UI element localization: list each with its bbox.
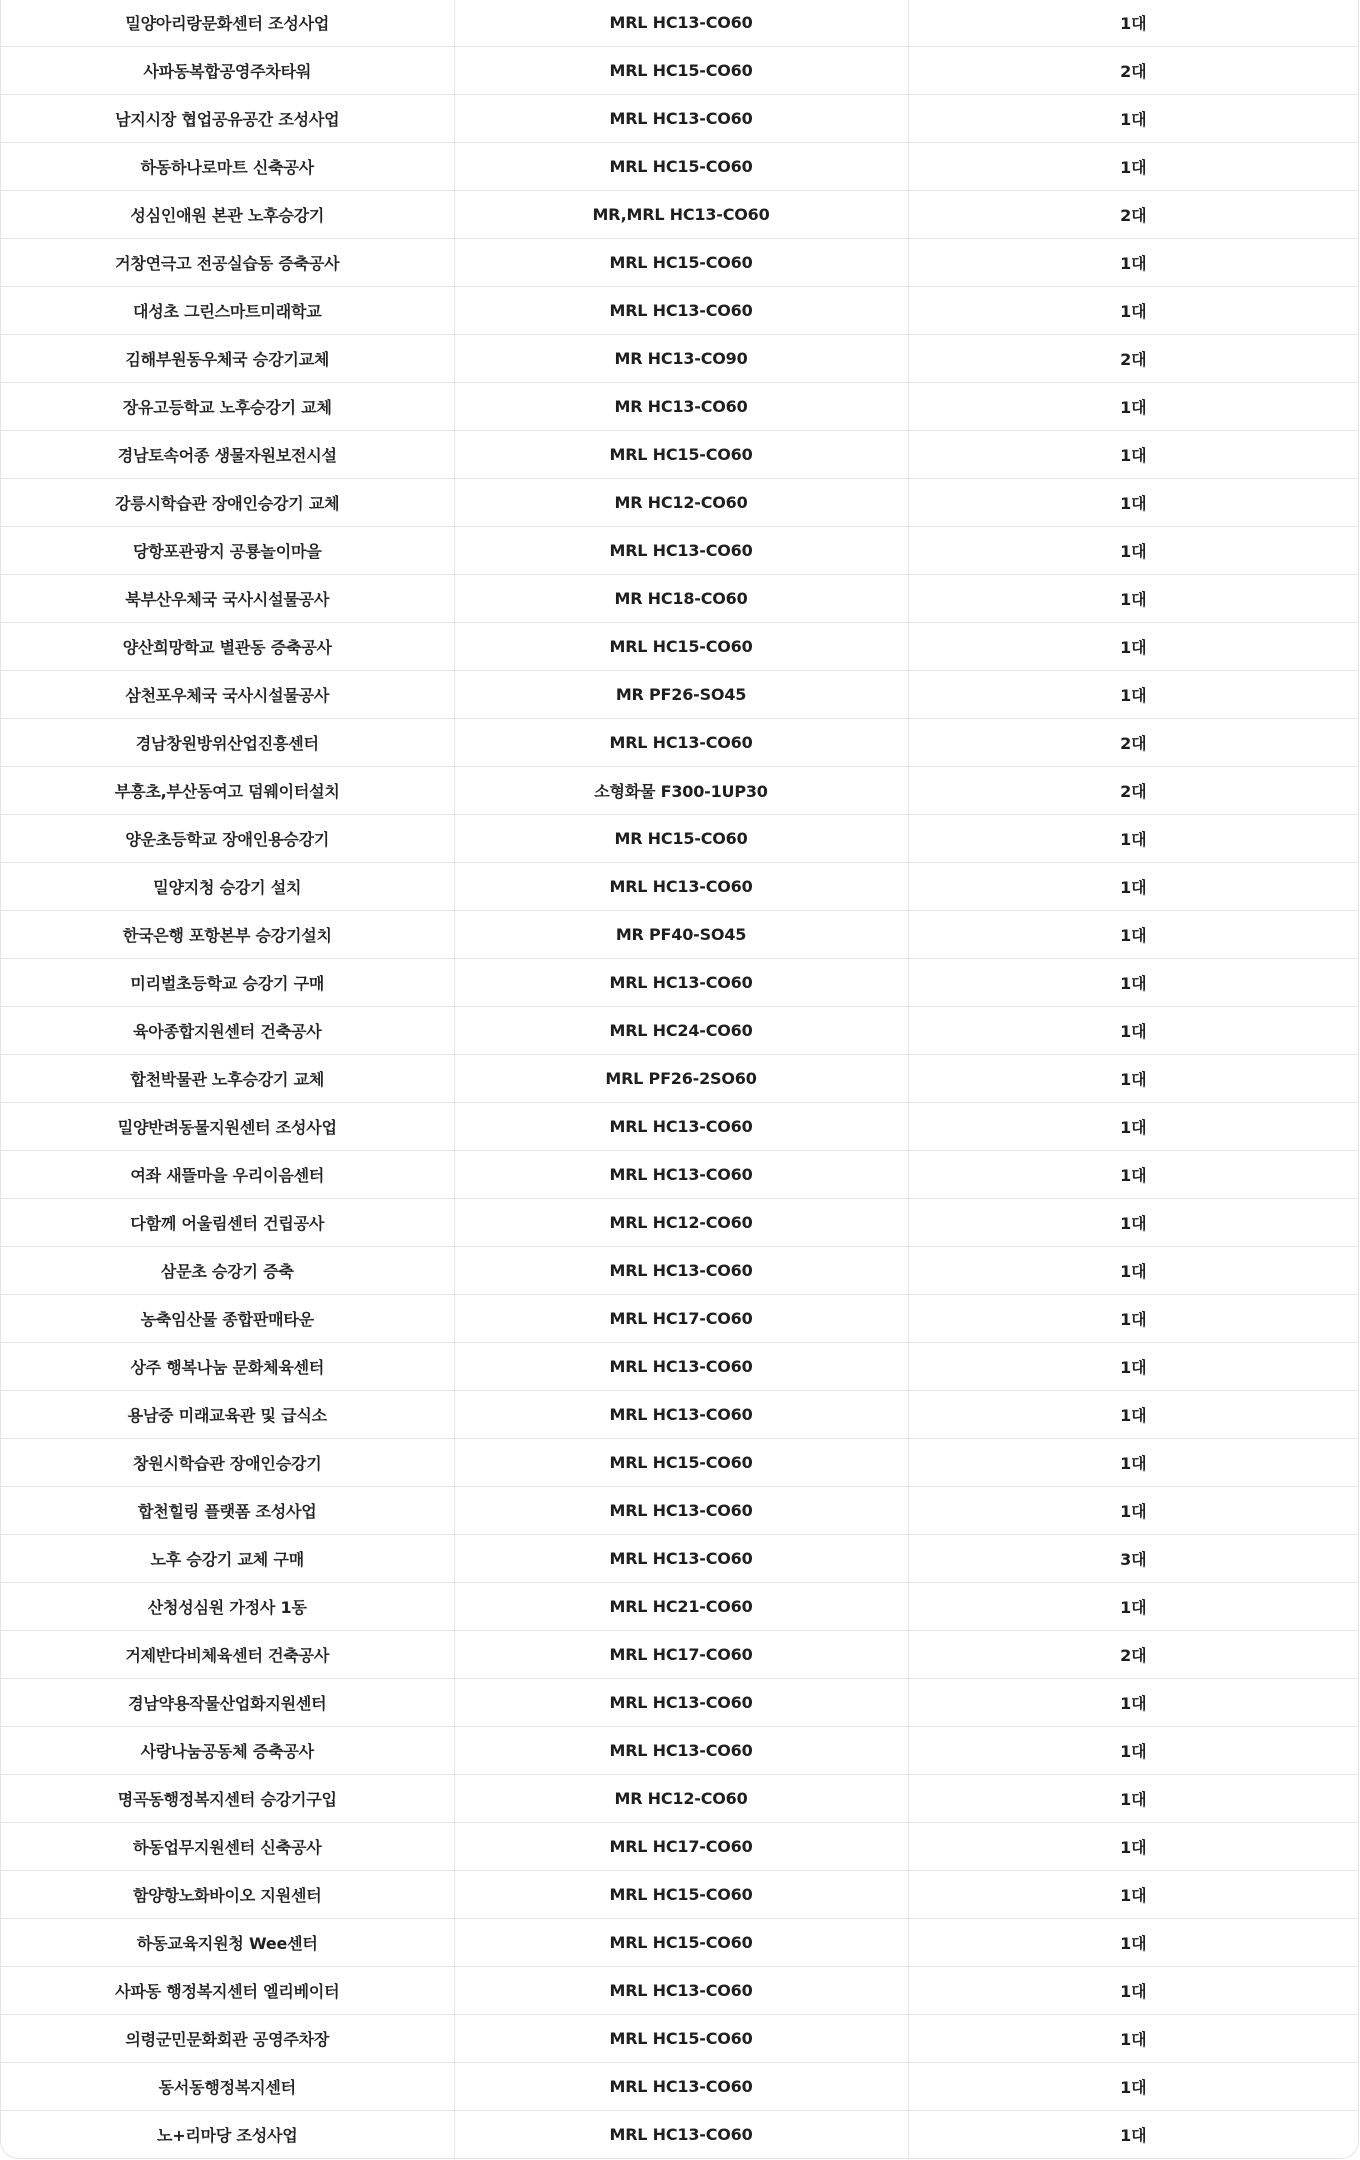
- quantity-cell: 2대: [908, 718, 1358, 766]
- model-cell: MRL HC13-CO60: [454, 1534, 908, 1582]
- quantity-cell: 1대: [908, 142, 1358, 190]
- quantity-cell: 2대: [908, 766, 1358, 814]
- model-cell: MRL HC17-CO60: [454, 1294, 908, 1342]
- project-name-cell: 남지시장 협업공유공간 조성사업: [1, 94, 454, 142]
- project-name-cell: 밀양반려동물지원센터 조성사업: [1, 1102, 454, 1150]
- records-table: [1, 0, 1358, 2158]
- model-cell: MRL HC13-CO60: [454, 718, 908, 766]
- model-cell: MRL HC17-CO60: [454, 1822, 908, 1870]
- quantity-cell: 1대: [908, 1822, 1358, 1870]
- project-name-cell: 노+리마당 조성사업: [1, 2110, 454, 2158]
- table-row: [1, 1582, 1358, 1630]
- model-cell: MRL HC15-CO60: [454, 238, 908, 286]
- project-name-cell: 부흥초,부산동여고 덤웨이터설치: [1, 766, 454, 814]
- quantity-cell: 2대: [908, 46, 1358, 94]
- quantity-cell: 1대: [908, 814, 1358, 862]
- model-cell: MR HC13-CO60: [454, 382, 908, 430]
- quantity-cell: 2대: [908, 334, 1358, 382]
- quantity-cell: 1대: [908, 1870, 1358, 1918]
- project-name-cell: 하동교육지원청 Wee센터: [1, 1918, 454, 1966]
- quantity-cell: 1대: [908, 1390, 1358, 1438]
- project-name-cell: 경남토속어종 생물자원보전시설: [1, 430, 454, 478]
- quantity-cell: 1대: [908, 1486, 1358, 1534]
- table-row: [1, 1150, 1358, 1198]
- project-name-cell: 밀양지청 승강기 설치: [1, 862, 454, 910]
- model-cell: MRL HC13-CO60: [454, 1390, 908, 1438]
- table-row: [1, 1294, 1358, 1342]
- model-cell: MR HC13-CO90: [454, 334, 908, 382]
- table-row: [1, 1198, 1358, 1246]
- quantity-cell: 1대: [908, 0, 1358, 46]
- table-row: [1, 142, 1358, 190]
- project-name-cell: 김해부원동우체국 승강기교체: [1, 334, 454, 382]
- table-row: [1, 1102, 1358, 1150]
- model-cell: MRL HC13-CO60: [454, 286, 908, 334]
- project-name-cell: 명곡동행정복지센터 승강기구입: [1, 1774, 454, 1822]
- project-name-cell: 여좌 새뜰마을 우리이음센터: [1, 1150, 454, 1198]
- table-row: [1, 1390, 1358, 1438]
- project-name-cell: 사파동복합공영주차타워: [1, 46, 454, 94]
- project-name-cell: 함양항노화바이오 지원센터: [1, 1870, 454, 1918]
- table-row: [1, 1870, 1358, 1918]
- project-name-cell: 거제반다비체육센터 건축공사: [1, 1630, 454, 1678]
- model-cell: MRL HC24-CO60: [454, 1006, 908, 1054]
- table-row: [1, 1486, 1358, 1534]
- model-cell: MRL HC13-CO60: [454, 1486, 908, 1534]
- table-row: [1, 190, 1358, 238]
- model-cell: MRL HC15-CO60: [454, 1870, 908, 1918]
- quantity-cell: 1대: [908, 958, 1358, 1006]
- table-row: [1, 718, 1358, 766]
- table-row: [1, 814, 1358, 862]
- model-cell: MRL HC21-CO60: [454, 1582, 908, 1630]
- quantity-cell: 1대: [908, 574, 1358, 622]
- project-name-cell: 경남창원방위산업진흥센터: [1, 718, 454, 766]
- table-row: [1, 1966, 1358, 2014]
- model-cell: MRL HC13-CO60: [454, 862, 908, 910]
- table-row: [1, 478, 1358, 526]
- table-row: [1, 238, 1358, 286]
- model-cell: MRL HC15-CO60: [454, 2014, 908, 2062]
- project-name-cell: 삼문초 승강기 증축: [1, 1246, 454, 1294]
- project-name-cell: 거창연극고 전공실습동 증축공사: [1, 238, 454, 286]
- quantity-cell: 1대: [908, 862, 1358, 910]
- quantity-cell: 1대: [908, 2062, 1358, 2110]
- project-name-cell: 합천박물관 노후승강기 교체: [1, 1054, 454, 1102]
- table-row: [1, 1918, 1358, 1966]
- model-cell: MRL HC12-CO60: [454, 1198, 908, 1246]
- quantity-cell: 1대: [908, 1246, 1358, 1294]
- table-row: [1, 1774, 1358, 1822]
- table-row: [1, 382, 1358, 430]
- quantity-cell: 3대: [908, 1534, 1358, 1582]
- model-cell: 소형화물 F300-1UP30: [454, 766, 908, 814]
- table-row: [1, 2014, 1358, 2062]
- project-name-cell: 당항포관광지 공룡놀이마을: [1, 526, 454, 574]
- model-cell: MRL HC13-CO60: [454, 1342, 908, 1390]
- model-cell: MRL HC15-CO60: [454, 142, 908, 190]
- model-cell: MRL HC15-CO60: [454, 622, 908, 670]
- table-row: [1, 1342, 1358, 1390]
- project-name-cell: 경남약용작물산업화지원센터: [1, 1678, 454, 1726]
- table-row: [1, 1534, 1358, 1582]
- project-name-cell: 합천힐링 플랫폼 조성사업: [1, 1486, 454, 1534]
- table-row: [1, 670, 1358, 718]
- table-row: [1, 862, 1358, 910]
- quantity-cell: 1대: [908, 526, 1358, 574]
- table-row: [1, 1822, 1358, 1870]
- table-row: [1, 1726, 1358, 1774]
- model-cell: MR HC18-CO60: [454, 574, 908, 622]
- project-name-cell: 양운초등학교 장애인용승강기: [1, 814, 454, 862]
- project-name-cell: 산청성심원 가정사 1동: [1, 1582, 454, 1630]
- table-row: [1, 1246, 1358, 1294]
- project-name-cell: 삼천포우체국 국사시설물공사: [1, 670, 454, 718]
- quantity-cell: 1대: [908, 1438, 1358, 1486]
- model-cell: MRL HC13-CO60: [454, 1678, 908, 1726]
- quantity-cell: 1대: [908, 1150, 1358, 1198]
- model-cell: MR HC15-CO60: [454, 814, 908, 862]
- quantity-cell: 2대: [908, 1630, 1358, 1678]
- quantity-cell: 1대: [908, 1198, 1358, 1246]
- project-name-cell: 상주 행복나눔 문화체육센터: [1, 1342, 454, 1390]
- model-cell: MRL HC13-CO60: [454, 526, 908, 574]
- project-name-cell: 강릉시학습관 장애인승강기 교체: [1, 478, 454, 526]
- quantity-cell: 1대: [908, 1678, 1358, 1726]
- model-cell: MRL HC15-CO60: [454, 1918, 908, 1966]
- quantity-cell: 1대: [908, 670, 1358, 718]
- model-cell: MRL HC13-CO60: [454, 1966, 908, 2014]
- quantity-cell: 1대: [908, 910, 1358, 958]
- model-cell: MRL HC13-CO60: [454, 94, 908, 142]
- model-cell: MRL HC13-CO60: [454, 2110, 908, 2158]
- table-row: [1, 574, 1358, 622]
- quantity-cell: 1대: [908, 478, 1358, 526]
- quantity-cell: 1대: [908, 1006, 1358, 1054]
- table-row: [1, 1438, 1358, 1486]
- quantity-cell: 1대: [908, 1102, 1358, 1150]
- quantity-cell: 1대: [908, 1774, 1358, 1822]
- table-row: [1, 286, 1358, 334]
- project-name-cell: 다함께 어울림센터 건립공사: [1, 1198, 454, 1246]
- table-row: [1, 1054, 1358, 1102]
- quantity-cell: 1대: [908, 1342, 1358, 1390]
- quantity-cell: 1대: [908, 238, 1358, 286]
- model-cell: MR PF26-SO45: [454, 670, 908, 718]
- quantity-cell: 1대: [908, 430, 1358, 478]
- project-name-cell: 하동업무지원센터 신축공사: [1, 1822, 454, 1870]
- project-name-cell: 양산희망학교 별관동 증축공사: [1, 622, 454, 670]
- table-row: [1, 622, 1358, 670]
- model-cell: MRL HC15-CO60: [454, 46, 908, 94]
- model-cell: MRL HC17-CO60: [454, 1630, 908, 1678]
- project-name-cell: 농축임산물 종합판매타운: [1, 1294, 454, 1342]
- quantity-cell: 1대: [908, 1054, 1358, 1102]
- quantity-cell: 1대: [908, 1726, 1358, 1774]
- model-cell: MRL HC15-CO60: [454, 430, 908, 478]
- project-name-cell: 미리벌초등학교 승강기 구매: [1, 958, 454, 1006]
- model-cell: MRL HC13-CO60: [454, 0, 908, 46]
- model-cell: MRL HC13-CO60: [454, 2062, 908, 2110]
- model-cell: MR HC12-CO60: [454, 1774, 908, 1822]
- project-name-cell: 육아종합지원센터 건축공사: [1, 1006, 454, 1054]
- model-cell: MRL HC13-CO60: [454, 1102, 908, 1150]
- project-name-cell: 창원시학습관 장애인승강기: [1, 1438, 454, 1486]
- model-cell: MRL HC13-CO60: [454, 1726, 908, 1774]
- table-row: [1, 46, 1358, 94]
- table-row: [1, 430, 1358, 478]
- quantity-cell: 1대: [908, 94, 1358, 142]
- project-name-cell: 노후 승강기 교체 구매: [1, 1534, 454, 1582]
- project-name-cell: 한국은행 포항본부 승강기설치: [1, 910, 454, 958]
- project-name-cell: 사파동 행정복지센터 엘리베이터: [1, 1966, 454, 2014]
- project-name-cell: 동서동행정복지센터: [1, 2062, 454, 2110]
- project-name-cell: 대성초 그린스마트미래학교: [1, 286, 454, 334]
- project-name-cell: 북부산우체국 국사시설물공사: [1, 574, 454, 622]
- table-row: [1, 958, 1358, 1006]
- project-name-cell: 장유고등학교 노후승강기 교체: [1, 382, 454, 430]
- table-row: [1, 1630, 1358, 1678]
- model-cell: MRL HC13-CO60: [454, 958, 908, 1006]
- project-name-cell: 하동하나로마트 신축공사: [1, 142, 454, 190]
- model-cell: MRL HC15-CO60: [454, 1438, 908, 1486]
- table-row: [1, 0, 1358, 46]
- project-name-cell: 성심인애원 본관 노후승강기: [1, 190, 454, 238]
- quantity-cell: 1대: [908, 1966, 1358, 2014]
- quantity-cell: 1대: [908, 622, 1358, 670]
- model-cell: MRL HC13-CO60: [454, 1150, 908, 1198]
- quantity-cell: 1대: [908, 1918, 1358, 1966]
- project-name-cell: 밀양아리랑문화센터 조성사업: [1, 0, 454, 46]
- table-row: [1, 1678, 1358, 1726]
- quantity-cell: 1대: [908, 1294, 1358, 1342]
- model-cell: MRL PF26-2SO60: [454, 1054, 908, 1102]
- table-row: [1, 526, 1358, 574]
- table-row: [1, 2110, 1358, 2158]
- model-cell: MR HC12-CO60: [454, 478, 908, 526]
- model-cell: MR,MRL HC13-CO60: [454, 190, 908, 238]
- table-row: [1, 334, 1358, 382]
- quantity-cell: 1대: [908, 382, 1358, 430]
- model-cell: MRL HC13-CO60: [454, 1246, 908, 1294]
- quantity-cell: 1대: [908, 286, 1358, 334]
- table-row: [1, 2062, 1358, 2110]
- table-row: [1, 766, 1358, 814]
- project-name-cell: 사랑나눔공동체 증축공사: [1, 1726, 454, 1774]
- table-row: [1, 910, 1358, 958]
- project-name-cell: 용남중 미래교육관 및 급식소: [1, 1390, 454, 1438]
- table-body: [1, 0, 1358, 2158]
- quantity-cell: 2대: [908, 190, 1358, 238]
- quantity-cell: 1대: [908, 1582, 1358, 1630]
- table-row: [1, 1006, 1358, 1054]
- quantity-cell: 1대: [908, 2014, 1358, 2062]
- model-cell: MR PF40-SO45: [454, 910, 908, 958]
- quantity-cell: 1대: [1120, 2125, 1147, 2145]
- project-name-cell: 의령군민문화회관 공영주차장: [1, 2014, 454, 2062]
- table-row: [1, 94, 1358, 142]
